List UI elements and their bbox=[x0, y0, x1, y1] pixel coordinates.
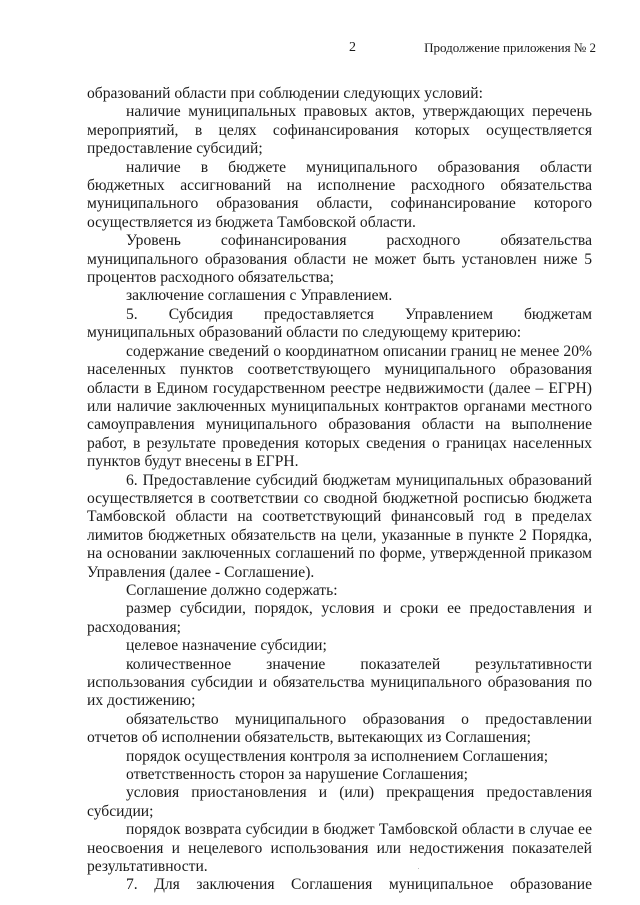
paragraph: наличие в бюджете муниципального образования области бюджетных ассигнований на исполнение расходного обязательства муниципального образования области, софинансирование которого осуществляется из бюджета Тамбовской области. bbox=[87, 158, 592, 231]
paragraph: образований области при соблюдении следующих условий: bbox=[87, 85, 483, 102]
paragraph: 6. Предоставление субсидий бюджетам муниципальных образований осуществляется в соответствии со сводной бюджетной росписью бюджета Тамбовской области на соответствующий финансовый год в пределах лимитов бюджетных обязательств на цели, указанные в пункте 2 Порядка, на основании заключенных соглашений по форме, утвержденной приказом Управления (далее - Соглашение). bbox=[87, 471, 592, 581]
paragraph: содержание сведений о координатном описании границ не менее 20% населенных пунктов соответствующего муниципального образования области в Едином государственном реестре недвижимости (далее – ЕГРН) или наличие заключенных муниципальных контрактов органами местного самоуправления муниципального образования области на выполнение работ, в результате проведения которых сведения о границах населенных пунктов будут внесены в ЕГРН. bbox=[87, 342, 592, 471]
appendix-label: Продолжение приложения № 2 bbox=[424, 40, 596, 55]
paragraph: Соглашение должно содержать: bbox=[126, 581, 338, 599]
paragraph: условия приостановления и (или) прекращения предоставления субсидии; bbox=[87, 784, 592, 820]
scan-speck bbox=[418, 868, 419, 869]
paragraph: целевое назначение субсидии; bbox=[126, 637, 327, 655]
paragraph: порядок возврата субсидии в бюджет Тамбовской области в случае ее неосвоения и нецелевого использования или недостижения показателей результативности. bbox=[87, 821, 592, 876]
paragraph: заключение соглашения с Управлением. bbox=[126, 287, 393, 305]
paragraph: ответственность сторон за нарушение Соглашения; bbox=[126, 766, 469, 784]
paragraph: порядок осуществления контроля за исполнением Соглашения; bbox=[126, 747, 549, 765]
page-number: 2 bbox=[349, 40, 356, 55]
paragraph: наличие муниципальных правовых актов, утверждающих перечень мероприятий, в целях софинансирования которых осуществляется предоставление субсидий; bbox=[87, 103, 592, 158]
body-text bbox=[87, 85, 592, 895]
paragraph: размер субсидии, порядок, условия и сроки ее предоставления и расходования; bbox=[87, 600, 592, 636]
paragraph: 5. Субсидия предоставляется Управлением бюджетам муниципальных образований области по следующему критерию: bbox=[87, 305, 592, 342]
paragraph: количественное значение показателей результативности использования субсидии и обязательства муниципального образования по их достижению; bbox=[87, 655, 592, 710]
paragraph: Уровень софинансирования расходного обязательства муниципального образования области не может быть установлен ниже 5 процентов расходного обязательства; bbox=[87, 232, 592, 287]
paragraph: 7. Для заключения Соглашения муниципальное образование bbox=[126, 876, 592, 894]
paragraph: обязательство муниципального образования о предоставлении отчетов об исполнении обязательств, вытекающих из Соглашения; bbox=[87, 710, 592, 747]
